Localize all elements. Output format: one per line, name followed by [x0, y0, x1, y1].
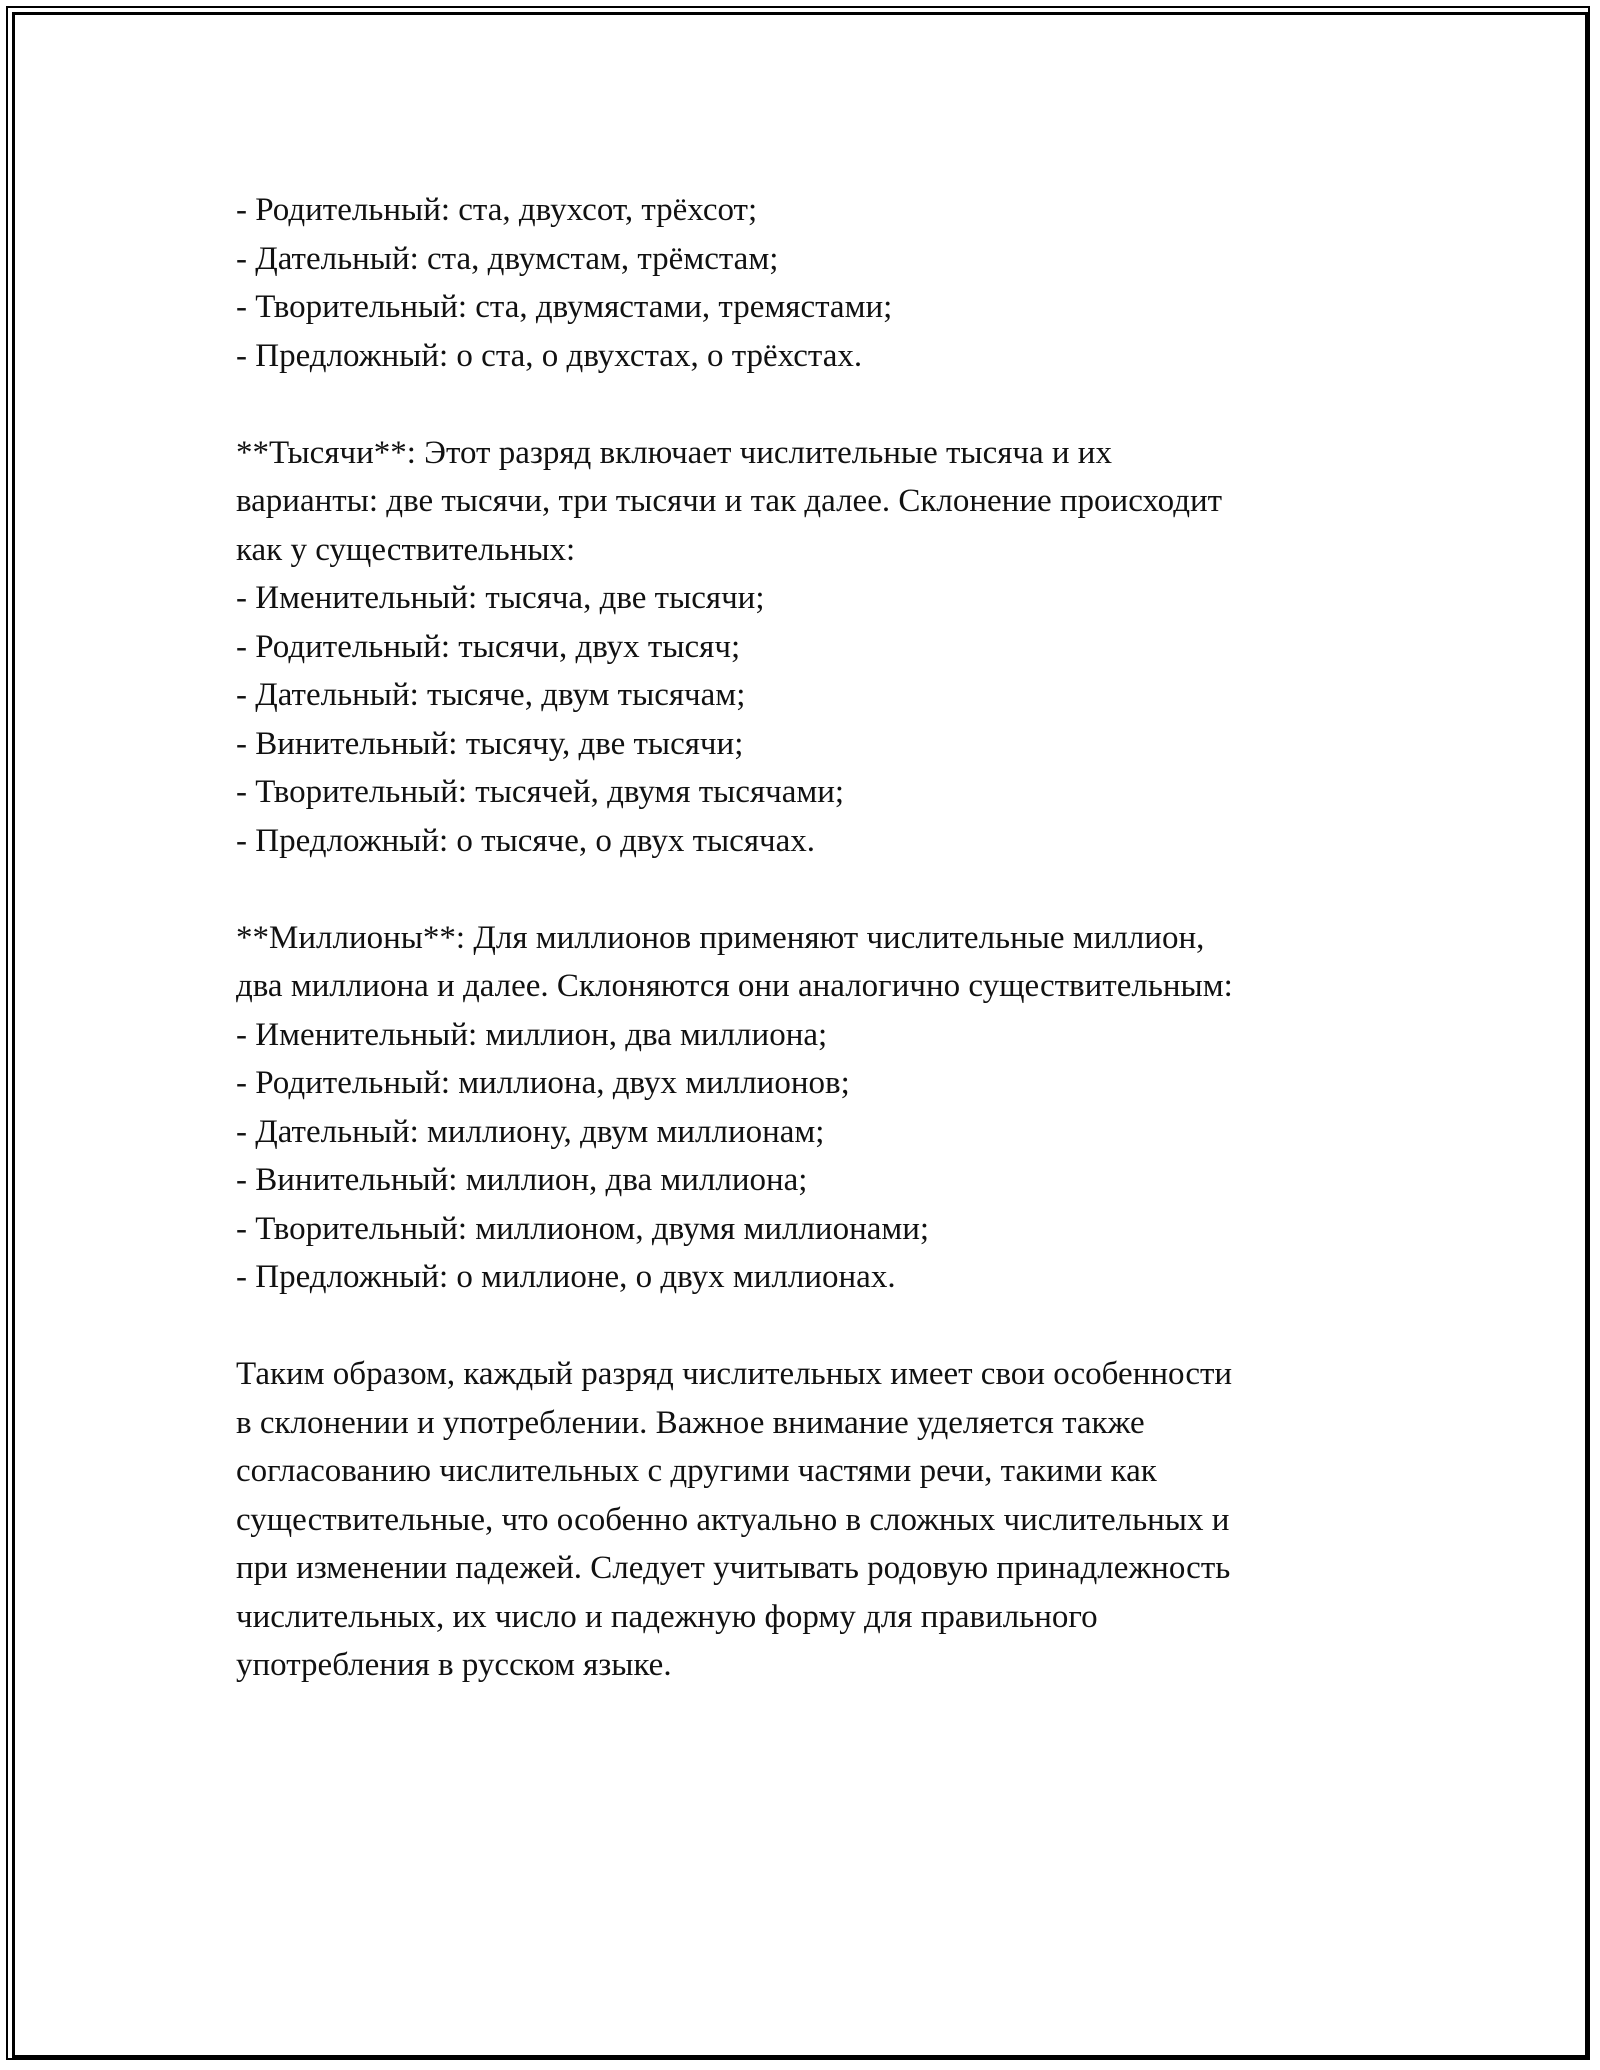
thousands-section	[236, 429, 1366, 866]
list-item: - Винительный: тысячу, две тысячи;	[236, 725, 744, 762]
list-item: - Дательный: миллиону, двум миллионам;	[236, 1113, 825, 1150]
list-item: - Родительный: миллиона, двух миллионов;	[236, 1065, 850, 1101]
list-item: - Винительный: миллион, два миллиона;	[236, 1162, 808, 1198]
paragraph-line: употребления в русском языке.	[236, 1647, 672, 1683]
section-intro-line: **Тысячи**: Этот разряд включает числительные тысяча и их	[236, 434, 1112, 471]
paragraph-spacer	[236, 865, 1366, 914]
list-item: - Дательный: ста, двумстам, трёмстам;	[236, 240, 779, 277]
list-item: - Творительный: ста, двумястами, тремястами;	[236, 289, 893, 325]
list-item: - Предложный: о тысяче, о двух тысячах.	[236, 822, 815, 859]
paragraph-line: существительные, что особенно актуально в сложных числительных и	[236, 1501, 1230, 1538]
conclusion-paragraph	[236, 1350, 1366, 1690]
list-item: - Именительный: тысяча, две тысячи;	[236, 580, 765, 616]
list-item: - Дательный: тысяче, двум тысячам;	[236, 677, 746, 713]
list-item: - Именительный: миллион, два миллиона;	[236, 1016, 828, 1053]
paragraph-line: согласованию числительных с другими частями речи, такими как	[236, 1453, 1157, 1489]
list-item: - Творительный: миллионом, двумя миллионами;	[236, 1210, 930, 1247]
paragraph-line: при изменении падежей. Следует учитывать родовую принадлежность	[236, 1550, 1231, 1586]
list-item: - Родительный: тысячи, двух тысяч;	[236, 628, 741, 665]
paragraph-line: Таким образом, каждый разряд числительных имеет свои особенности	[236, 1356, 1233, 1392]
list-item: - Творительный: тысячей, двумя тысячами;	[236, 774, 845, 810]
list-item: - Предложный: о ста, о двухстах, о трёхстах.	[236, 337, 863, 374]
millions-section	[236, 914, 1366, 1302]
list-item: - Предложный: о миллионе, о двух миллионах.	[236, 1259, 896, 1295]
paragraph-line: в склонении и употреблении. Важное внимание уделяется также	[236, 1404, 1145, 1441]
section-intro-line: как у существительных:	[236, 531, 576, 568]
document-body	[236, 186, 1366, 1690]
list-item: - Родительный: ста, двухсот, трёхсот;	[236, 192, 758, 228]
hundreds-declension-list	[236, 186, 1366, 380]
paragraph-spacer	[236, 380, 1366, 429]
paragraph-line: числительных, их число и падежную форму для правильного	[236, 1598, 1098, 1635]
section-intro-line: **Миллионы**: Для миллионов применяют числительные миллион,	[236, 919, 1205, 956]
paragraph-spacer	[236, 1302, 1366, 1351]
section-intro-line: два миллиона и далее. Склоняются они аналогично существительным:	[236, 968, 1233, 1004]
section-intro-line: варианты: две тысячи, три тысячи и так далее. Склонение происходит	[236, 483, 1223, 519]
